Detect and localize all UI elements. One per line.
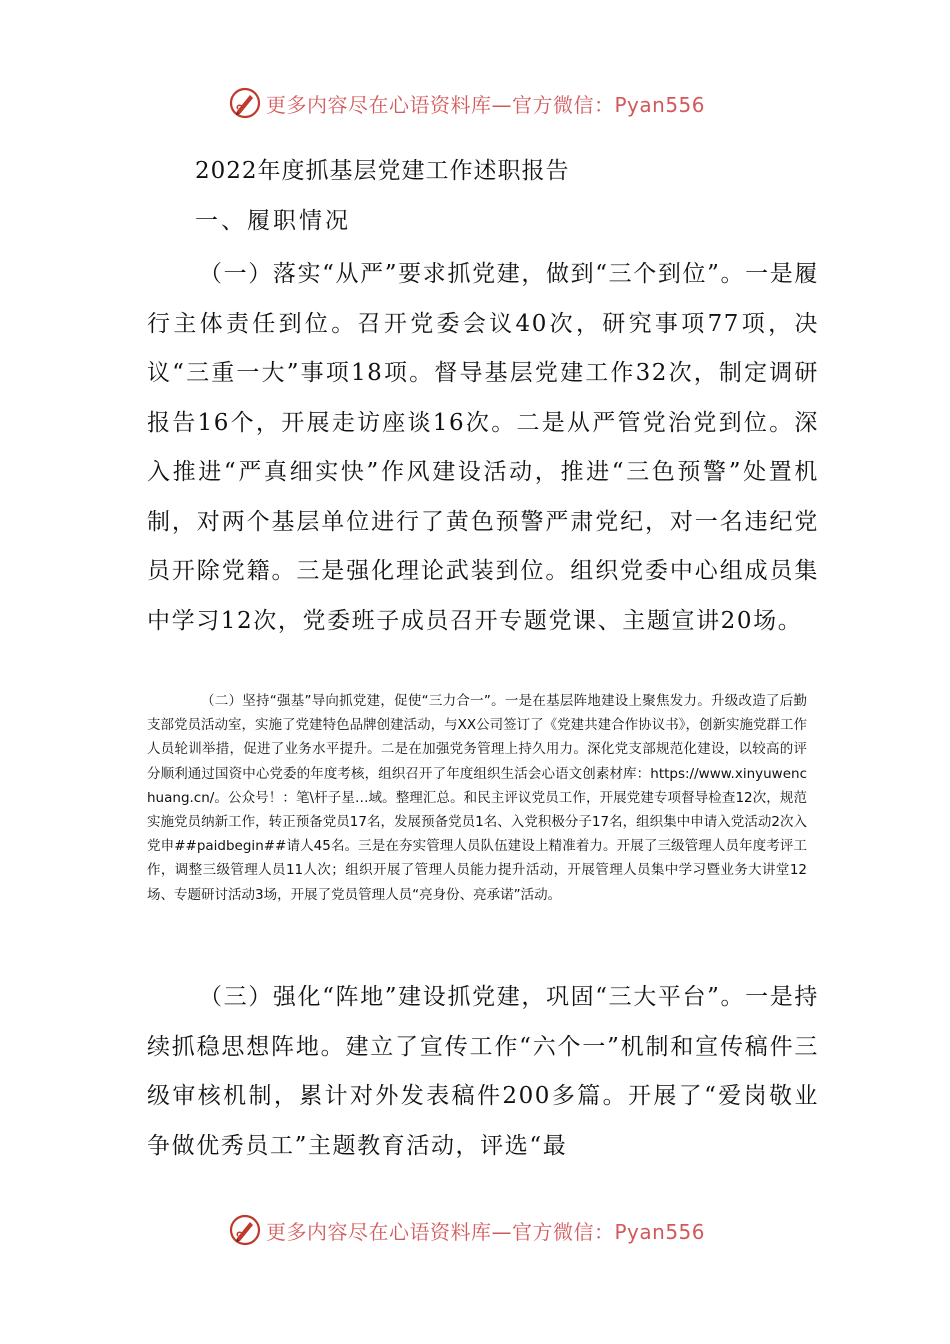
banner-text: 更多内容尽在心语资料库—官方微信：Pyan556 xyxy=(266,1219,706,1244)
pen-logo-icon xyxy=(228,86,262,120)
pen-logo-icon xyxy=(228,1213,262,1247)
banner-text: 更多内容尽在心语资料库—官方微信：Pyan556 xyxy=(266,92,706,117)
footer-banner xyxy=(228,1210,705,1250)
document-title: 2022年度抓基层党建工作述职报告 xyxy=(195,158,570,184)
header-banner xyxy=(228,83,705,123)
paragraph-1: （一）落实“从严”要求抓党建，做到“三个到位”。一是履行主体责任到位。召开党委会议40次，研究事项77项，决议“三重一大”事项18项。督导基层党建工作32次，制定调研报告16个，开展走访座谈16次。二是从严管党治党到位。深入推进“严真细实快”作风建设活动，推进“三色预警”处置机制，对两个基层单位进行了黄色预警严肃党纪，对一名违纪党员开除党籍。三是强化理论武装到位。组织党委中心组成员集中学习12次，党委班子成员召开专题党课、主题宣讲20场。 xyxy=(147,261,819,634)
paragraph-2: （二）坚持“强基”导向抓党建，促使“三力合一”。一是在基层阵地建设上聚焦发力。升级改造了后勤支部党员活动室，实施了党建特色品牌创建活动，与XX公司签订了《党建共建合作协议书》，创新实施党群工作人员轮训举措，促进了业务水平提升。二是在加强党务管理上持久用力。深化党支部规范化建设，以较高的评分顺利通过国资中心党委的年度考核，组织召开了年度组织生活会心语文创素材库：https://www.xinyuwenchuang.cn/。公众号！：笔\杆子星…域。整理汇总。和民主评议党员工作，开展党建专项督导检查12次，规范实施党员纳新工作，转正预备党员17名，发展预备党员1名、入党积极分子17名，组织集中申请入党活动2次入党申##paidbegin##请人45名。三是在夯实管理人员队伍建设上精准着力。开展了三级管理人员年度考评工作，调整三级管理人员11人次；组织开展了管理人员能力提升活动，开展管理人员集中学习暨业务大讲堂12场、专题研讨活动3场，开展了党员管理人员“亮身份、亮承诺”活动。 xyxy=(147,693,807,903)
paragraph-3: （三）强化“阵地”建设抓党建，巩固“三大平台”。一是持续抓稳思想阵地。建立了宣传工作“六个一”机制和宣传稿件三级审核机制，累计对外发表稿件200多篇。开展了“爱岗敬业争做优秀员工”主题教育活动，评选“最 xyxy=(147,984,819,1159)
section-heading: 一、履职情况 xyxy=(195,208,351,234)
